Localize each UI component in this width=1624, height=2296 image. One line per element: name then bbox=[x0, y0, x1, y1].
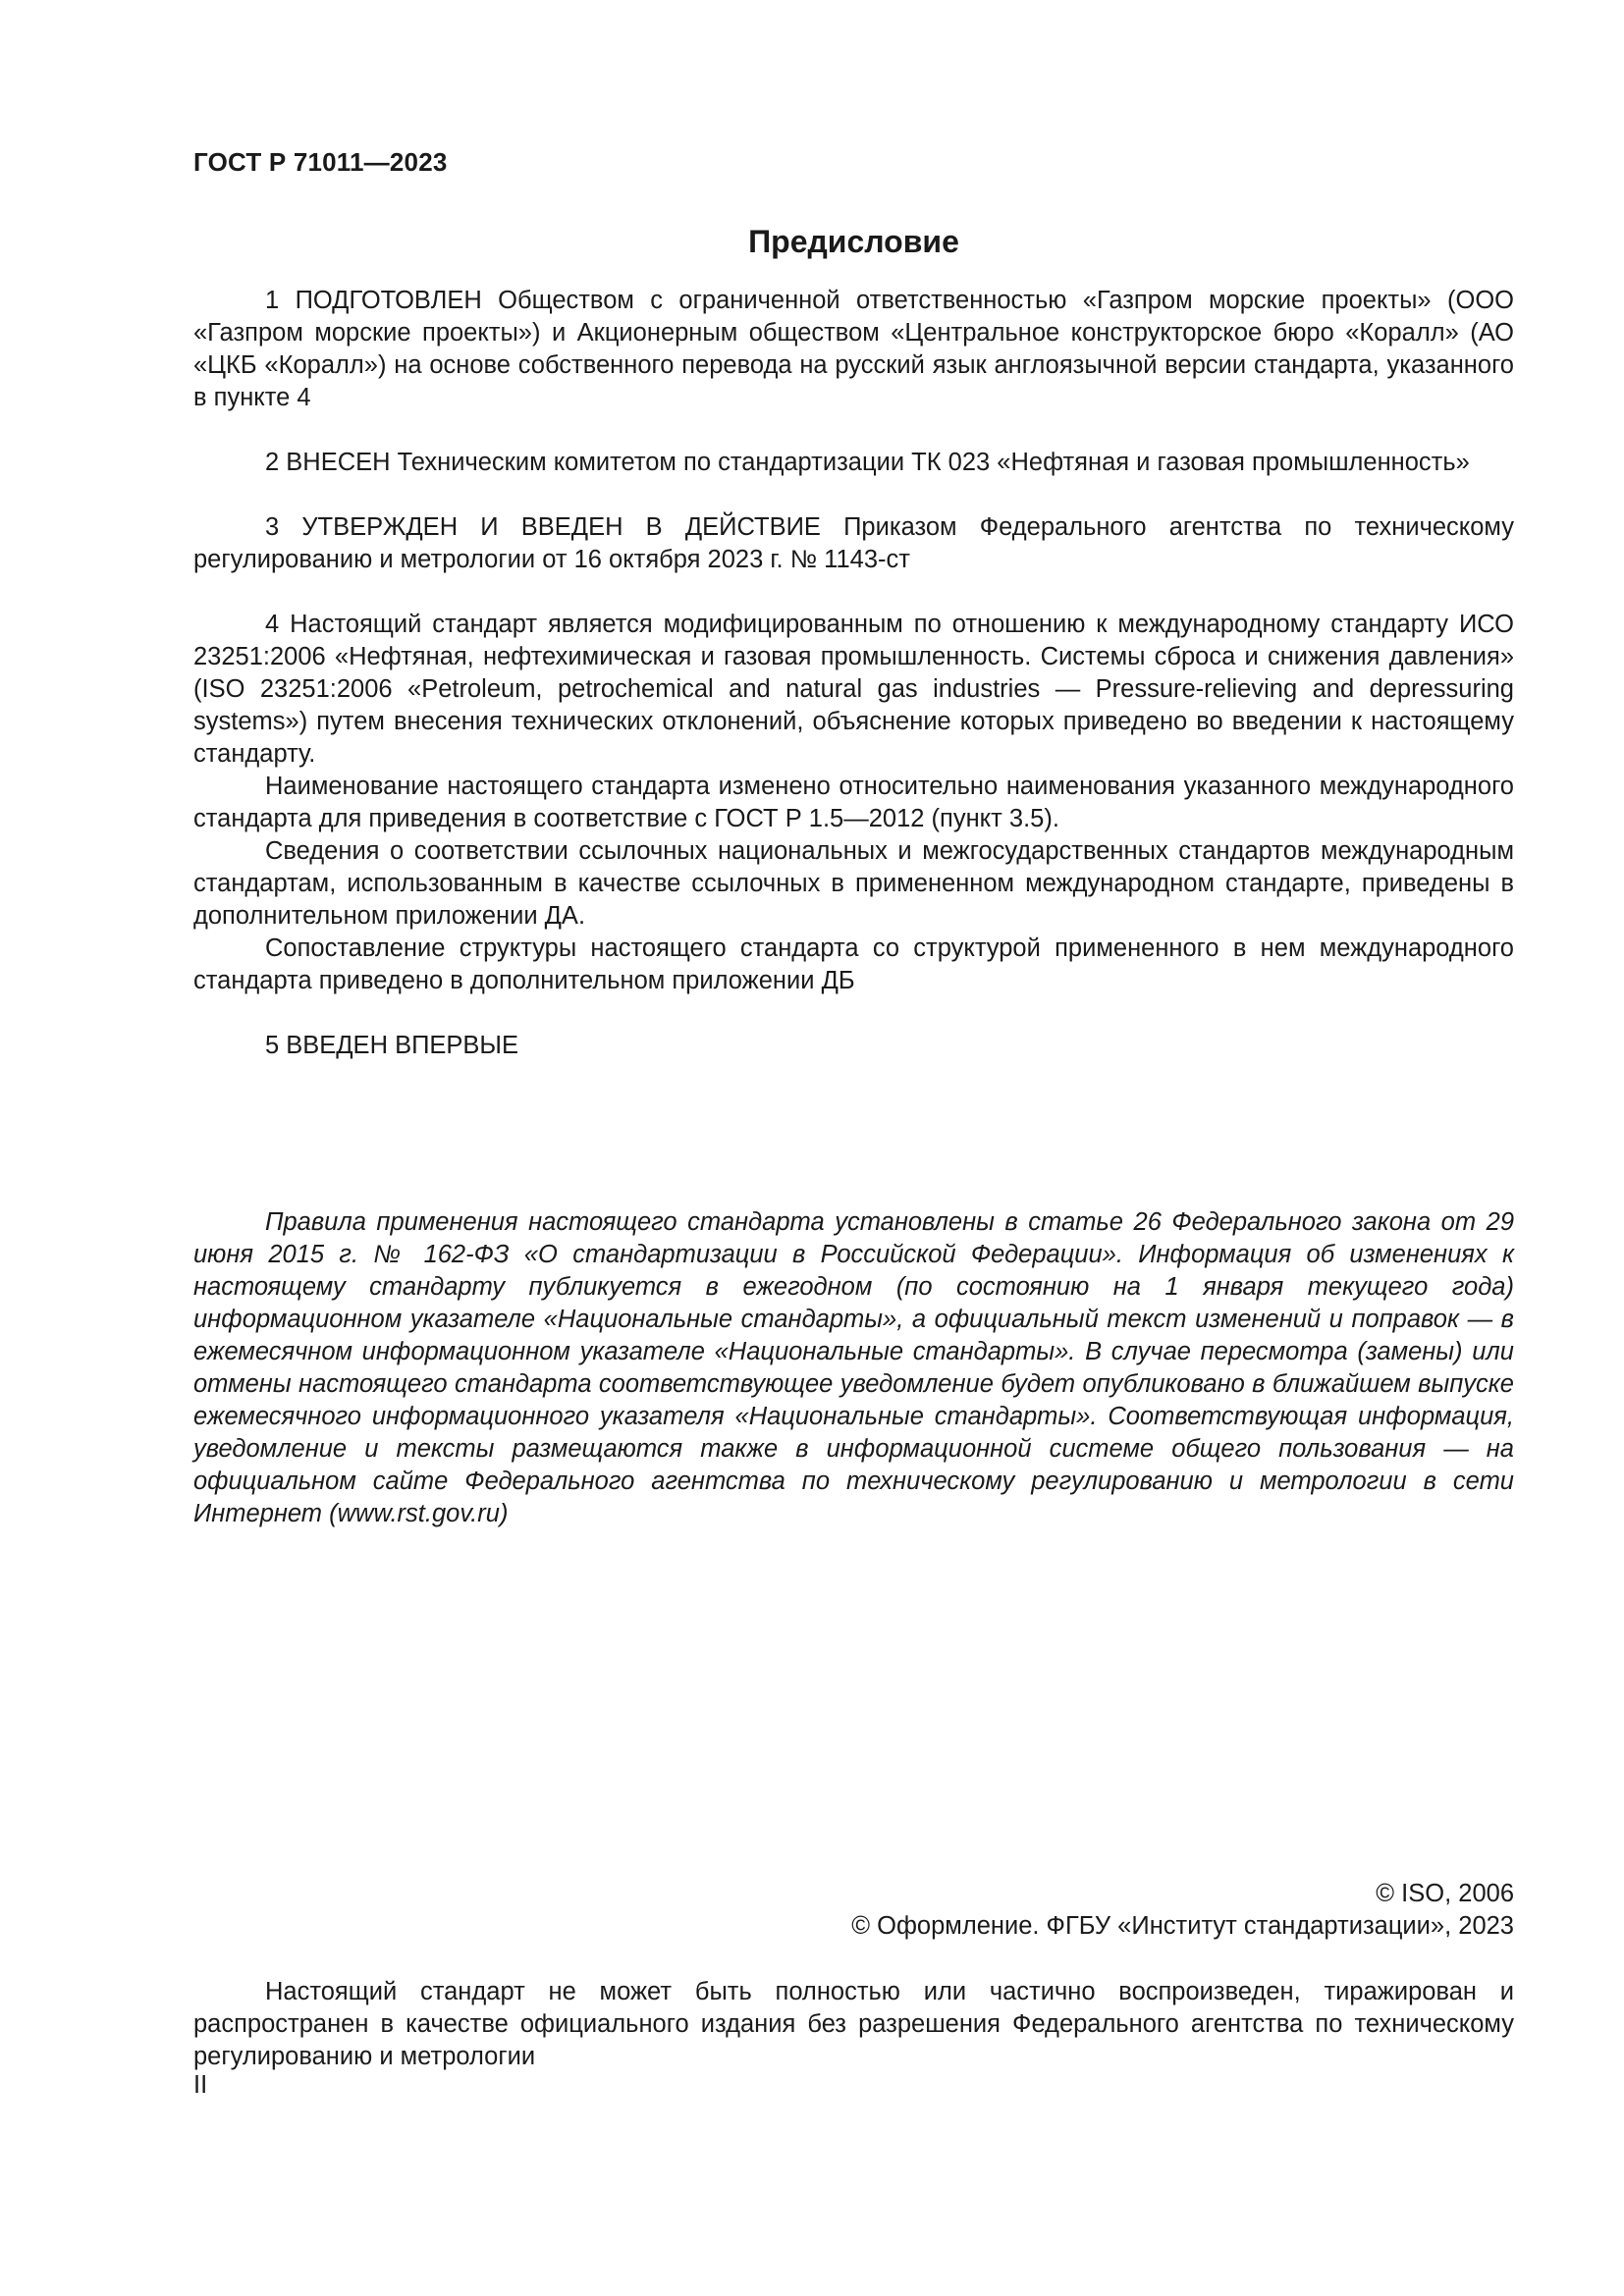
document-code-header: ГОСТ Р 71011—2023 bbox=[193, 147, 448, 177]
design-copyright: © Оформление. ФГБУ «Институт стандартизации», 2023 bbox=[851, 1912, 1514, 1940]
section-4-references: Сведения о соответствии ссылочных национальных и межгосударственных стандартов международным стандартам, использованным в качестве ссылочных в примененном международном стандарте, приведены в дополнительном приложении ДА. bbox=[193, 837, 1514, 930]
section-3-approved: 3 УТВЕРЖДЕН И ВВЕДЕН В ДЕЙСТВИЕ Приказом Федерального агентства по техническому регулированию и метрологии от 16 октября 2023 г. № 1143-ст bbox=[193, 513, 1514, 573]
section-1-prepared: 1 ПОДГОТОВЛЕН Обществом с ограниченной ответственностью «Газпром морские проекты» (ООО «Газпром морские проекты») и Акционерным обществом «Центральное конструкторское бюро «Коралл» (АО «ЦКБ «Коралл») на основе собственного перевода на русский язык англоязычной версии стандарта, указанного в пункте 4 bbox=[193, 287, 1514, 411]
section-4-modification: 4 Настоящий стандарт является модифицированным по отношению к международному стандарту ИСО 23251:2006 «Нефтяная, нефтехимическая и газовая промышленность. Системы сброса и снижения давления» (ISO 23251:2006 «Petroleum, petrochemical and natural gas industries — Pressure-relieving and depressuring systems») путем внесения технических отклонений, объяснение которых приведено во введении к настоящему стандарту. bbox=[193, 611, 1514, 768]
foreword-body bbox=[193, 285, 1514, 1062]
section-4-name-change: Наименование настоящего стандарта изменено относительно наименования указанного международного стандарта для приведения в соответствие с ГОСТ Р 1.5—2012 (пункт 3.5). bbox=[193, 773, 1514, 832]
section-5-introduced: 5 ВВЕДЕН ВПЕРВЫЕ bbox=[265, 1032, 519, 1059]
copyright-block bbox=[193, 1878, 1514, 1943]
section-4-structure: Сопоставление структуры настоящего стандарта со структурой примененного в нем международного стандарта приведено в дополнительном приложении ДБ bbox=[193, 934, 1514, 994]
page-title: Предисловие bbox=[748, 224, 959, 259]
application-rules-notice bbox=[193, 1206, 1514, 1530]
page-number: II bbox=[193, 2071, 208, 2099]
section-2-submitted: 2 ВНЕСЕН Техническим комитетом по стандартизации ТК 023 «Нефтяная и газовая промышленность» bbox=[265, 449, 1470, 476]
iso-copyright: © ISO, 2006 bbox=[1376, 1880, 1514, 1907]
reproduction-text: Настоящий стандарт не может быть полностью или частично воспроизведен, тиражирован и распространен в качестве официального издания без разрешения Федерального агентства по техническому регулированию и метрологии bbox=[193, 1978, 1514, 2070]
notice-text: Правила применения настоящего стандарта установлены в статье 26 Федерального закона от 29 июня 2015 г. № 162-ФЗ «О стандартизации в Российской Федерации». Информация об изменениях к настоящему стандарту публикуется в ежегодном (по состоянию на 1 января текущего года) информационном указателе «Национальные стандарты», а официальный текст изменений и поправок — в ежемесячном информационном указателе «Национальные стандарты». В случае пересмотра (замены) или отмены настоящего стандарта соответствующее уведомление будет опубликовано в ближайшем выпуске ежемесячного информационного указателя «Национальные стандарты». Соответствующая информация, уведомление и тексты размещаются также в информационной системе общего пользования — на официальном сайте Федерального агентства по техническому регулированию и метрологии в сети Интернет (www.rst.gov.ru) bbox=[193, 1208, 1514, 1527]
reproduction-notice bbox=[193, 1976, 1514, 2073]
